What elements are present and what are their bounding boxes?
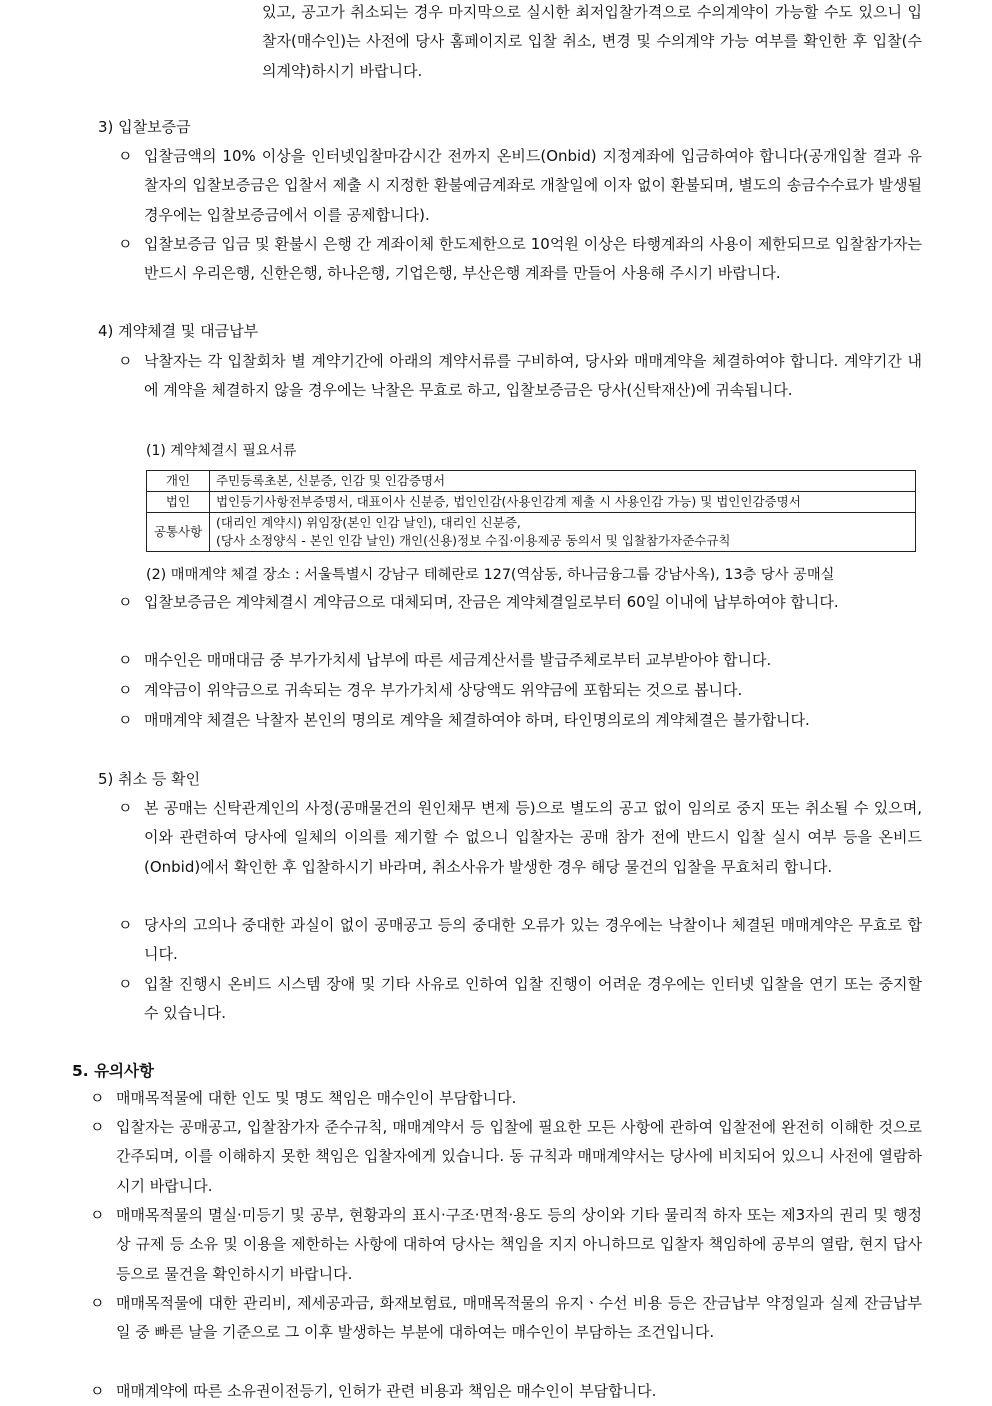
bullet-mark: ㅇ bbox=[118, 799, 133, 817]
penalty-vat-text: 계약금이 위약금으로 귀속되는 경우 부가가치세 상당액도 위약금에 포함되는 것으로 봅니다. bbox=[144, 681, 743, 699]
bullet-mark: ㅇ bbox=[118, 916, 133, 934]
balance-payment-text: 입찰보증금은 계약체결시 계약금으로 대체되며, 잔금은 계약체결일로부터 60일 이내에 납부하여야 합니다. bbox=[144, 593, 839, 611]
delivery-note-text: 매매목적물에 대한 인도 및 명도 책임은 매수인이 부담합니다. bbox=[116, 1089, 517, 1107]
intro-continuation: 있고, 공고가 취소되는 경우 마지막으로 실시한 최저입찰가격으로 수의계약이 가능할 수도 있으니 입찰자(매수인)는 사전에 당사 홈페이지로 입찰 취소, 변경 및 수의계약 가능 여부를 확인한 후 입찰(수의계약)하시기 바랍니다. bbox=[262, 3, 922, 80]
bullet-mark: ㅇ bbox=[90, 1294, 105, 1312]
doc-items-cell: 법인등기사항전부증명서, 대표이사 신분증, 법인인감(사용인감계 제출 시 사용인감 가능) 및 법인인감증명서 bbox=[210, 492, 916, 513]
understanding-note-text: 입찰자는 공매공고, 입찰참가자 준수규칙, 매매계약서 등 입찰에 필요한 모든 사항에 관하여 입찰전에 완전히 이해한 것으로 간주되며, 이를 이해하지 못한 책임은 입찰자에게 있습니다. 동 규칙과 매매계약서는 당사에 비치되어 있으니 사전에 열람하시기 바랍니다. bbox=[116, 1118, 922, 1195]
doc-type-cell: 개인 bbox=[147, 471, 210, 492]
bullet-mark: ㅇ bbox=[118, 352, 133, 370]
doc-items-line: (당사 소정양식 - 본인 인감 날인) 개인(신용)정보 수집·이용제공 동의서 및 입찰참가자준수규칙 bbox=[216, 533, 731, 548]
section-3-heading: 3) 입찰보증금 bbox=[98, 118, 191, 136]
contract-place-text: (2) 매매계약 체결 장소 : 서울특별시 강남구 테헤란로 127(역삼동, 하나금융그룹 강남사옥), 13층 당사 공매실 bbox=[146, 567, 835, 583]
table-row bbox=[147, 471, 916, 492]
own-name-contract-text: 매매계약 체결은 낙찰자 본인의 명의로 계약을 체결하여야 하며, 타인명의로의 계약체결은 불가합니다. bbox=[144, 711, 810, 729]
bullet-mark: ㅇ bbox=[90, 1206, 105, 1224]
bullet-mark: ㅇ bbox=[118, 651, 133, 669]
notes-heading: 5. 유의사항 bbox=[72, 1062, 154, 1080]
doc-type-cell: 법인 bbox=[147, 492, 210, 513]
doc-type-cell: 공통사항 bbox=[147, 513, 210, 552]
bullet-mark: ㅇ bbox=[118, 593, 133, 611]
bullet-mark: ㅇ bbox=[90, 1118, 105, 1136]
doc-items-line: (대리인 계약시) 위임장(본인 인감 날인), 대리인 신분증, bbox=[216, 515, 521, 530]
bullet-mark: ㅇ bbox=[118, 147, 133, 165]
bullet-mark: ㅇ bbox=[118, 711, 133, 729]
bullet-mark: ㅇ bbox=[90, 1382, 105, 1400]
registration-note-text: 매매계약에 따른 소유권이전등기, 인허가 관련 비용과 책임은 매수인이 부담합니다. bbox=[116, 1382, 657, 1400]
section-4-heading: 4) 계약체결 및 대금납부 bbox=[98, 322, 259, 340]
expense-note-text: 매매목적물에 대한 관리비, 제세공과금, 화재보험료, 매매목적물의 유지ㆍ수선 비용 등은 잔금납부 약정일과 실제 잔금납부일 중 빠른 날을 기준으로 그 이후 발생하는 부분에 대하여는 매수인이 부담하는 조건입니다. bbox=[116, 1294, 922, 1342]
cancellation-text: 본 공매는 신탁관계인의 사정(공매물건의 원인채무 변제 등)으로 별도의 공고 없이 임의로 중지 또는 취소될 수 있으며, 이와 관련하여 당사에 일체의 이의를 제기할 수 없으니 입찰자는 공매 참가 전에 반드시 입찰 실시 여부 등을 온비드(Onbid)에서 확인한 후 입찰하시기 바라며, 취소사유가 발생한 경우 해당 물건의 입찰을 무효처리 합니다. bbox=[144, 799, 922, 876]
bullet-mark: ㅇ bbox=[118, 235, 133, 253]
contract-rule-text: 낙찰자는 각 입찰회차 별 계약기간에 아래의 계약서류를 구비하여, 당사와 매매계약을 체결하여야 합니다. 계약기간 내에 계약을 체결하지 않을 경우에는 낙찰은 무효로 하고, 입찰보증금은 당사(신탁재산)에 귀속됩니다. bbox=[144, 352, 922, 400]
required-docs-title: (1) 계약체결시 필요서류 bbox=[146, 443, 297, 459]
system-failure-text: 입찰 진행시 온비드 시스템 장애 및 기타 사유로 인하여 입찰 진행이 어려운 경우에는 인터넷 입찰을 연기 또는 중지할 수 있습니다. bbox=[144, 975, 922, 1023]
required-docs-table bbox=[146, 470, 916, 552]
doc-items-cell: 주민등록초본, 신분증, 인감 및 인감증명서 bbox=[210, 471, 916, 492]
error-invalid-text: 당사의 고의나 중대한 과실이 없이 공매공고 등의 중대한 오류가 있는 경우에는 낙찰이나 체결된 매매계약은 무효로 합니다. bbox=[144, 916, 922, 964]
table-row bbox=[147, 492, 916, 513]
tax-invoice-text: 매수인은 매매대금 중 부가가치세 납부에 따른 세금계산서를 발급주체로부터 교부받아야 합니다. bbox=[144, 651, 772, 669]
bullet-mark: ㅇ bbox=[90, 1089, 105, 1107]
section-5-heading: 5) 취소 등 확인 bbox=[98, 770, 201, 788]
bullet-mark: ㅇ bbox=[118, 975, 133, 993]
bullet-mark: ㅇ bbox=[118, 681, 133, 699]
defect-note-text: 매매목적물의 멸실·미등기 및 공부, 현황과의 표시·구조·면적·용도 등의 상이와 기타 물리적 하자 또는 제3자의 권리 및 행정상 규제 등 소유 및 이용을 제한하는 사항에 대하여 당사는 책임을 지지 아니하므로 입찰자 책임하에 공부의 열람, 현지 답사 등으로 물건을 확인하시기 바랍니다. bbox=[116, 1206, 922, 1283]
table-row bbox=[147, 513, 916, 552]
bank-limit-text: 입찰보증금 입금 및 환불시 은행 간 계좌이체 한도제한으로 10억원 이상은 타행계좌의 사용이 제한되므로 입찰참가자는 반드시 우리은행, 신한은행, 하나은행, 기업은행, 부산은행 계좌를 만들어 사용해 주시기 바랍니다. bbox=[144, 235, 922, 283]
deposit-rule-text: 입찰금액의 10% 이상을 인터넷입찰마감시간 전까지 온비드(Onbid) 지정계좌에 입금하여야 합니다(공개입찰 결과 유찰자의 입찰보증금은 입찰서 제출 시 지정한 환불예금계좌로 개찰일에 이자 없이 환불되며, 별도의 송금수수료가 발생될 경우에는 입찰보증금에서 이를 공제합니다). bbox=[144, 147, 922, 224]
doc-items-cell bbox=[210, 513, 916, 552]
